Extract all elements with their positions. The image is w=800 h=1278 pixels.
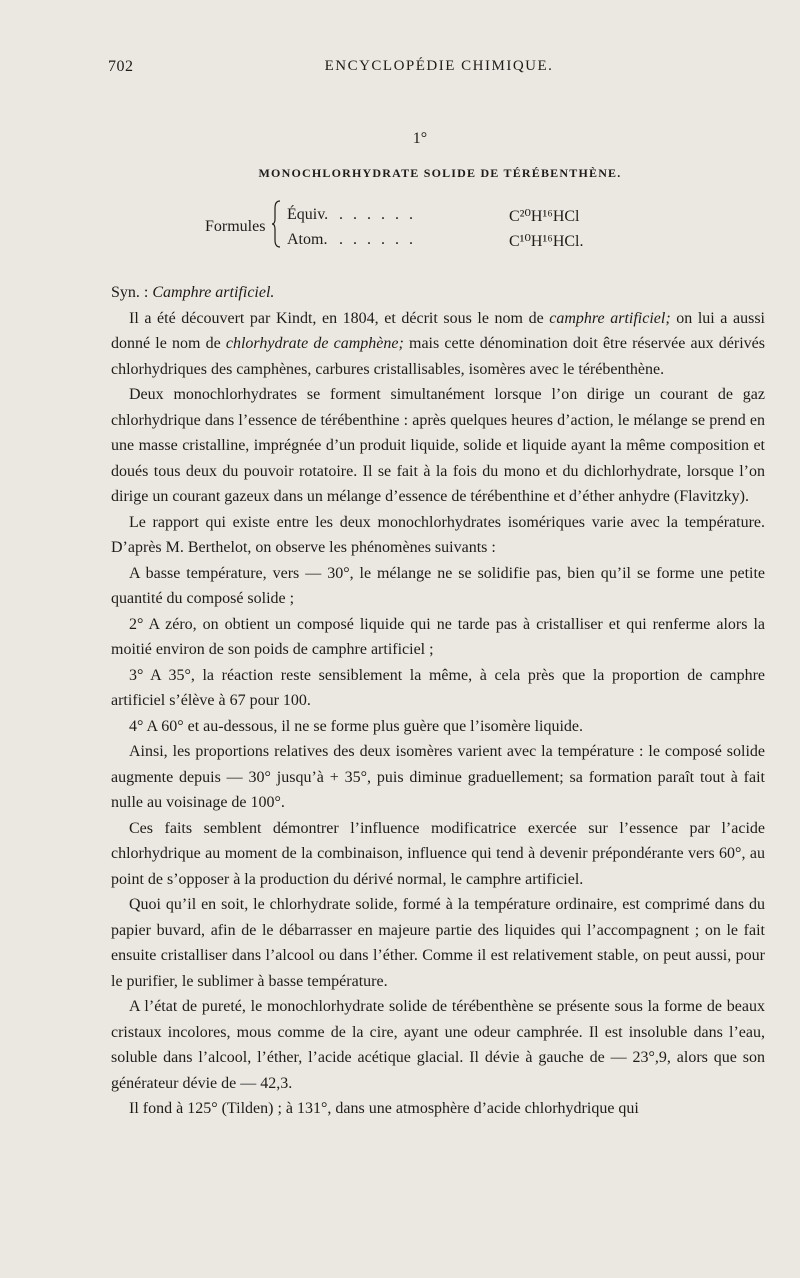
formula-value: C¹⁰H¹⁶HCl. (509, 233, 584, 250)
body-text (111, 280, 765, 1122)
formula-value: C²⁰H¹⁶HCl (509, 208, 580, 225)
synonym-prefix: Syn. : (111, 284, 153, 301)
italic-term: camphre artificiel; (549, 309, 671, 327)
paragraph: 4° A 60° et au-dessous, il ne se forme plus guère que l’isomère liquide. (129, 717, 584, 735)
formula-block (205, 196, 665, 256)
formula-row-equiv (287, 206, 657, 228)
formula-row-name: Atom. (287, 231, 328, 248)
page-number: 702 (108, 58, 134, 75)
paragraph: 3° A 35°, la réaction reste sensiblement la même, à cela près que la proportion de camphre artificiel s’élève à 67 pour 100. (111, 666, 765, 709)
section-title: MONOCHLORHYDRATE SOLIDE DE TÉRÉBENTHÈNE. (258, 166, 622, 180)
paragraph: 2° A zéro, on obtient un composé liquide qui ne tarde pas à cristalliser et qui renferme alors la moitié environ de son poids de camphre artificiel ; (111, 615, 765, 658)
text-run: mais cette dénomination doit être réservée aux dérivés chlorhydriques des camphènes, carbures cristallisables, isomères avec le térébenthène. (111, 335, 766, 378)
paragraph: Le rapport qui existe entre les deux monochlorhydrates isomériques varie avec la température. D’après M. Berthelot, on observe les phénomènes suivants : (111, 513, 765, 556)
paragraph: Deux monochlorhydrates se forment simultanément lorsque l’on dirige un courant de gaz chlorhydrique dans l’essence de térébenthine : après quelques heures d’action, le mélange se prend en une masse cristalline, imprégnée d’un produit liquide, solide et liquide ayant la même composition et doués tous deux du pouvoir rotatoire. Il se fait à la fois du mono et du dichlorhydrate, lorsque l’on dirige un courant gazeux dans un mélange d’essence de térébenthine et d’éther anhydre (Flavitzky). (111, 386, 765, 505)
text-run: on lui a aussi donné le nom de (111, 309, 765, 352)
paragraph: A basse température, vers — 30°, le mélange ne se solidifie pas, bien qu’il se forme une petite quantité du composé solide ; (111, 564, 765, 607)
text-run: Il a été découvert par Kindt, en 1804, et décrit sous le nom de (129, 309, 550, 327)
formula-row-dots: . . . . . . (339, 206, 416, 223)
formula-row-name: Équiv. (287, 206, 329, 223)
paragraph: Quoi qu’il en soit, le chlorhydrate solide, formé à la température ordinaire, est comprimé dans du papier buvard, afin de le débarrasser en majeure partie des liquides qui l’accompagnent ; on le fait ensuite cristalliser dans l’alcool ou dans l’éther. Comme il est relativement stable, on peut aussi, pour le purifier, le sublimer à basse température. (111, 896, 765, 990)
formula-row-atom (287, 231, 657, 253)
synonym-line (111, 280, 765, 306)
paragraph: A l’état de pureté, le monochlorhydrate solide de térébenthène se présente sous la forme de beaux cristaux incolores, mous comme de la cire, ayant une odeur camphrée. Il est insoluble dans l’eau, soluble dans l’alcool, l’éther, l’acide acétique glacial. Il dévie à gauche de — 23°,9, alors que son générateur dévie de — 42,3. (111, 998, 765, 1092)
paragraph (111, 306, 765, 383)
running-title: ENCYCLOPÉDIE CHIMIQUE. (324, 58, 554, 74)
paragraph: Ainsi, les proportions relatives des deux isomères varient avec la température : le composé solide augmente depuis — 30° jusqu’à + 35°, puis diminue graduellement; sa formation paraît tout à fait nulle au voisinage de 100°. (111, 743, 765, 811)
brace-icon (271, 200, 281, 248)
section-number: 1° (412, 130, 428, 147)
running-head (108, 58, 770, 80)
synonym-name: Camphre artificiel. (152, 284, 275, 301)
paragraph: Ces faits semblent démontrer l’influence modificatrice exercée sur l’essence par l’acide chlorhydrique au moment de la combinaison, influence qui tend à devenir prépondérante vers 60°, au point de s’opposer à la production du dérivé normal, le camphre artificiel. (111, 819, 765, 888)
italic-term: chlorhydrate de camphène; (225, 335, 404, 352)
formula-label: Formules (205, 218, 266, 235)
paragraph: Il fond à 125° (Tilden) ; à 131°, dans une atmosphère d’acide chlorhydrique qui (129, 1100, 639, 1117)
formula-row-dots: . . . . . . (339, 231, 416, 248)
